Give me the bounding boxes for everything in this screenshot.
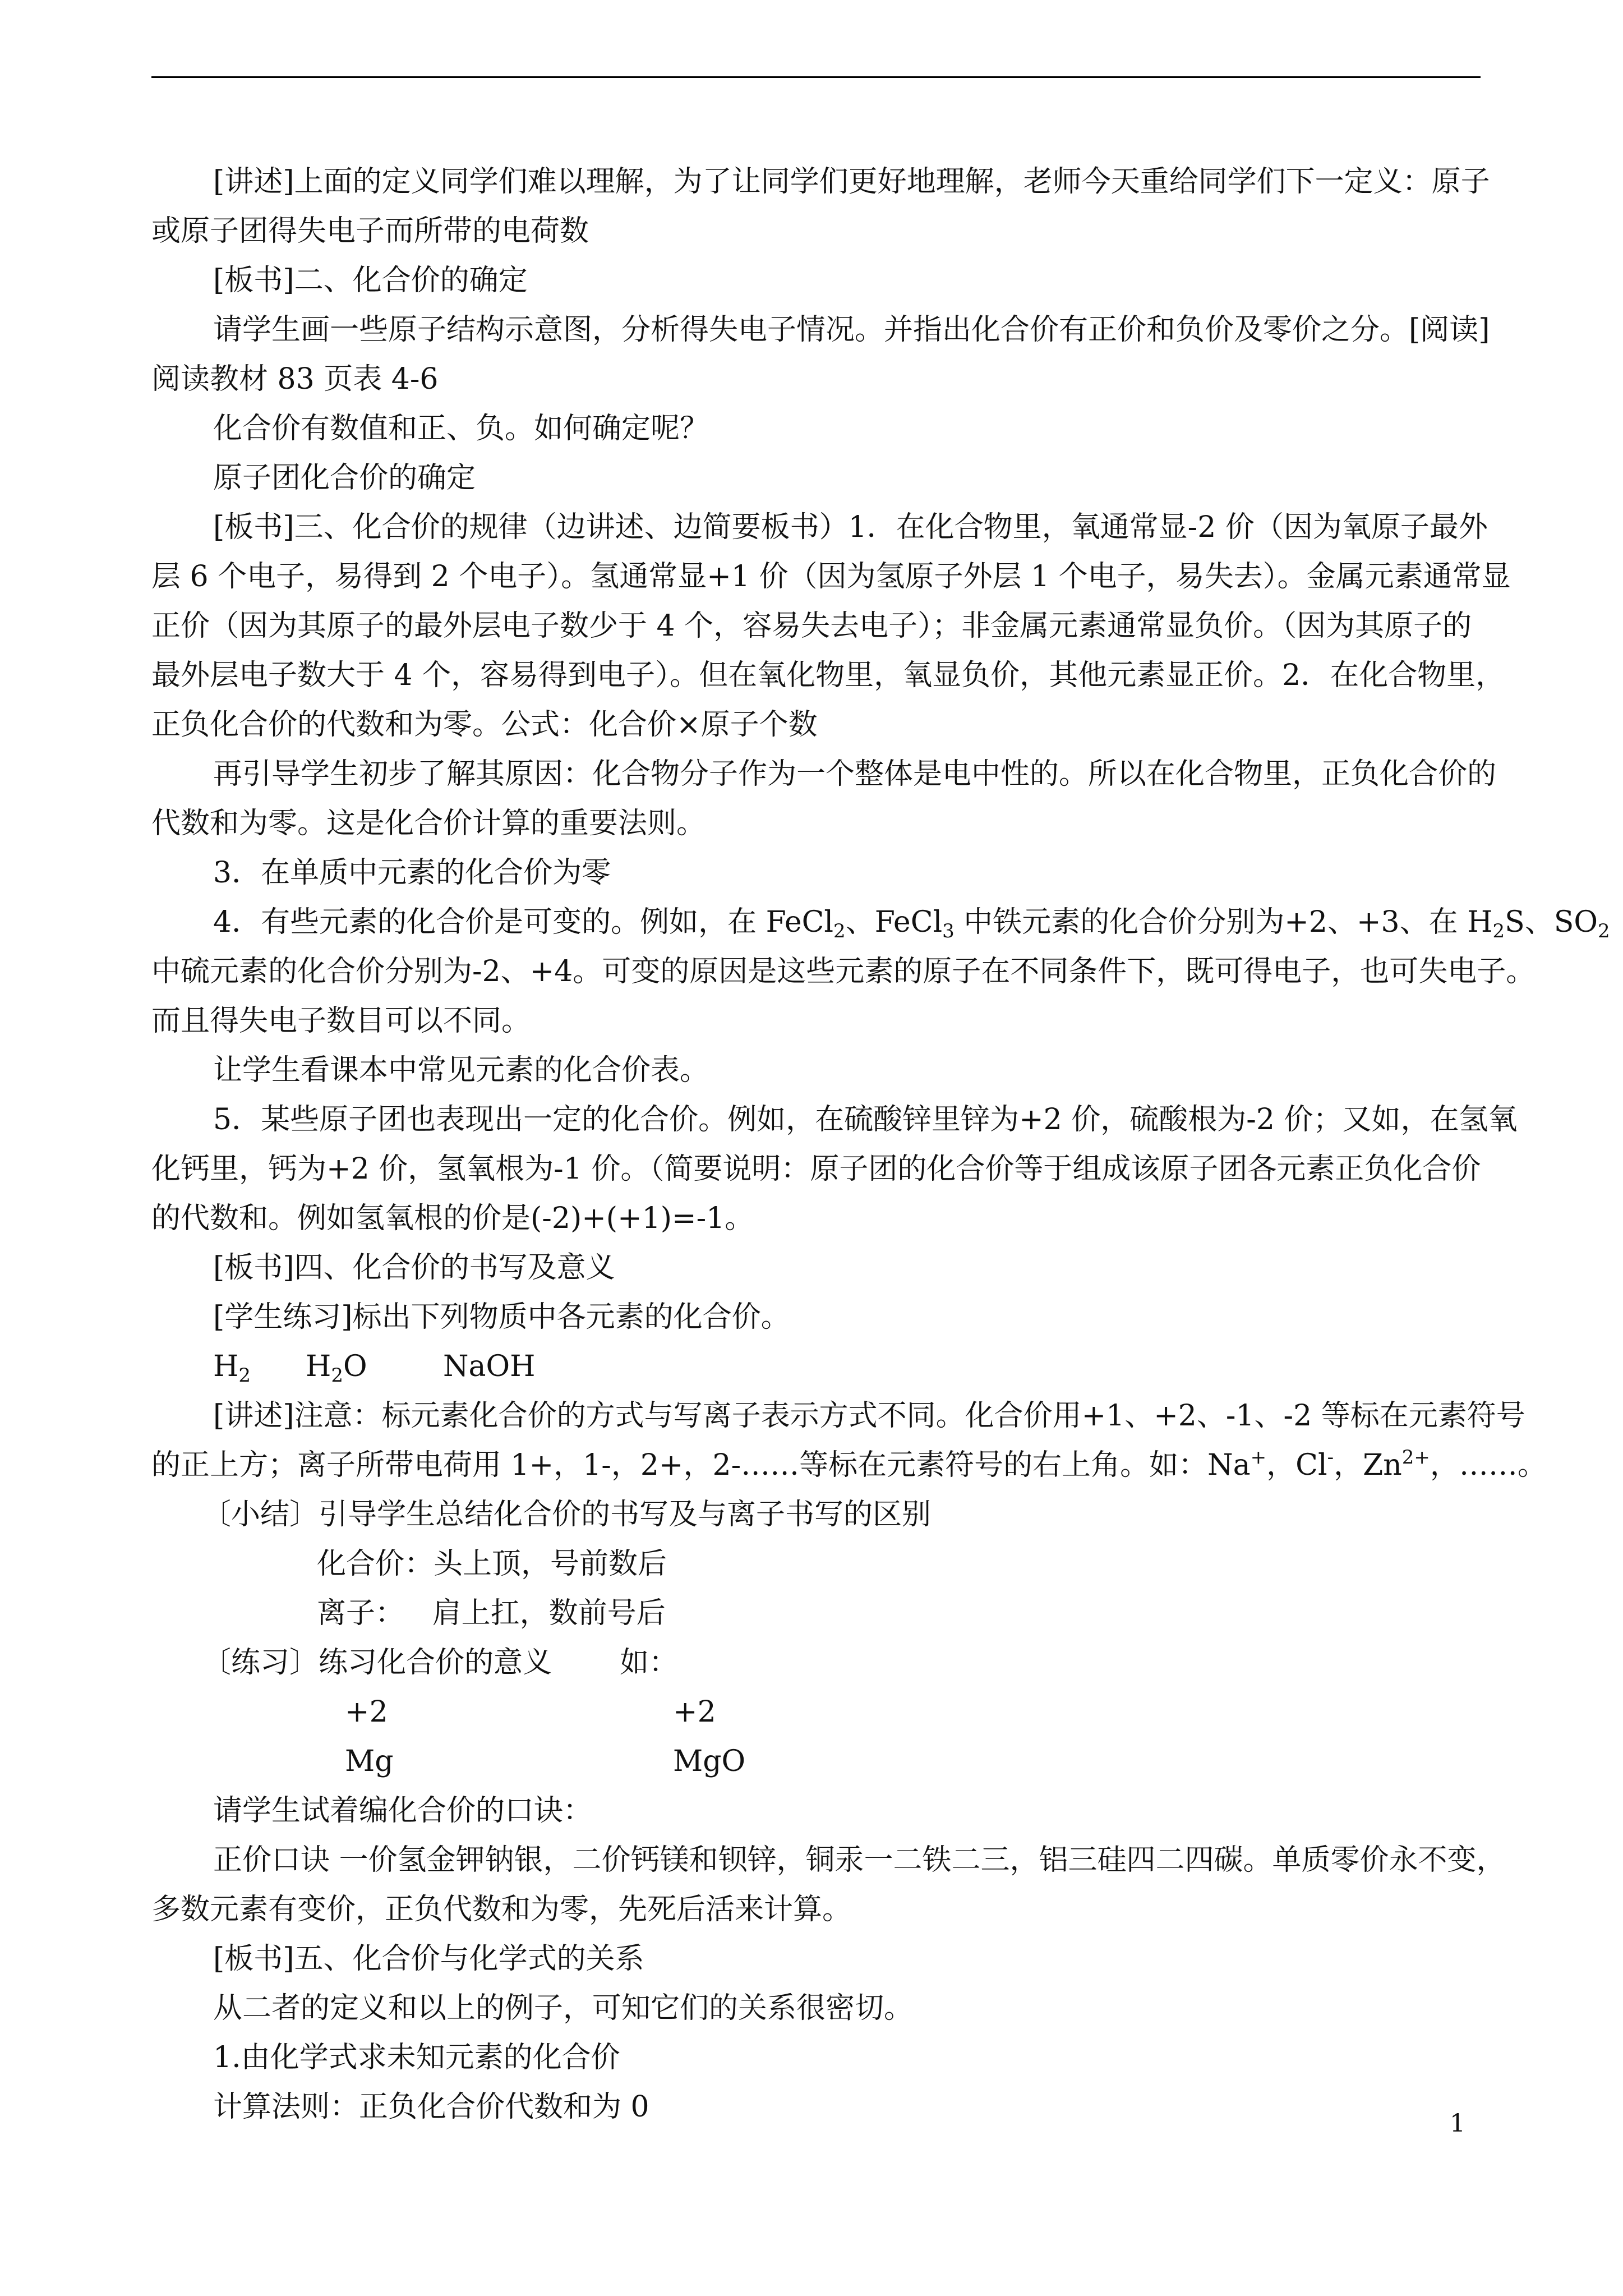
text-line: 化钙里，钙为+2 价，氢氧根为-1 价。（简要说明：原子团的化合价等于组成该原子团各元素正负化合价: [151, 1152, 1481, 1186]
valence-mark-mgo: +2: [673, 1695, 716, 1729]
text-line: 的代数和。例如氢氧根的价是(-2)+(+1)=-1。: [151, 1202, 754, 1235]
text-line: [学生练习]标出下列物质中各元素的化合价。: [213, 1300, 790, 1334]
formula-h2o: $H_2O$: [306, 1350, 367, 1387]
practice-title: 〔练习〕练习化合价的意义: [202, 1646, 552, 1680]
header-rule: [151, 76, 1481, 78]
summary-valence-rule: 化合价：头上顶，号前数后: [317, 1547, 667, 1581]
text-line: 让学生看课本中常见元素的化合价表。: [213, 1053, 709, 1087]
text-line: 中硫元素的化合价分别为-2、+4。可变的原因是这些元素的原子在不同条件下，既可得电子，也可失电子。: [151, 955, 1536, 988]
formula-h2: $H_2$: [213, 1350, 251, 1387]
summary-ion-rule: 离子： 肩上扛，数前号后: [317, 1596, 666, 1630]
text-line: 正负化合价的代数和为零。公式：化合价×原子个数: [151, 708, 818, 742]
text-line: [讲述]注意：标元素化合价的方式与写离子表示方式不同。化合价用+1、+2、-1、-2 等标在元素符号: [213, 1399, 1525, 1433]
text-line: 5．某些原子团也表现出一定的化合价。例如，在硫酸锌里锌为+2 价，硫酸根为-2 价；又如，在氢氧: [213, 1103, 1518, 1137]
text-line: [板书]三、化合价的规律（边讲述、边简要板书）1．在化合物里，氧通常显-2 价（因为氧原子最外: [213, 510, 1488, 544]
element-mg: Mg: [345, 1745, 394, 1778]
text-line-ion-charges: 的正上方；离子所带电荷用 1+，1-，2+，2-……等标在元素符号的右上角。如：Na+，Cl-，$Zn^{2+}$，……。: [151, 1446, 1547, 1482]
text-line: 请学生画一些原子结构示意图，分析得失电子情况。并指出化合价有正价和负价及零价之分。[阅读]: [213, 313, 1490, 347]
text-line: [板书]二、化合价的确定: [213, 264, 528, 297]
text-line-variable-valence: 4．有些元素的化合价是可变的。例如，在 FeCl$_2$、FeCl$_3$ 中铁元素的化合价分别为+2、+3、在 $H_2S$、$SO_2$: [213, 905, 1610, 942]
practice-example-label: 如：: [620, 1646, 679, 1680]
text-line: 而且得失电子数目可以不同。: [151, 1004, 531, 1038]
text-line: 层 6 个电子，易得到 2 个电子）。氢通常显+1 价（因为氢原子外层 1 个电子，易失去）。金属元素通常显: [151, 560, 1511, 593]
text-line: 正价口诀 一价氢金钾钠银，二价钙镁和钡锌，铜汞一二铁二三，铝三硅四二四碳。单质零价永不变，: [213, 1843, 1506, 1877]
text-line: 计算法则：正负化合价代数和为 0: [213, 2090, 649, 2124]
text-line: 阅读教材 83 页表 4-6: [151, 362, 439, 396]
formula-naoh: NaOH: [443, 1350, 536, 1383]
text-line: [板书]五、化合价与化学式的关系: [213, 1942, 644, 1976]
text-line: 化合价有数值和正、负。如何确定呢？: [213, 412, 709, 445]
compound-mgo: MgO: [673, 1745, 746, 1778]
text-line: 多数元素有变价，正负代数和为零，先死后活来计算。: [151, 1893, 852, 1926]
text-line: 1.由化学式求未知元素的化合价: [213, 2041, 620, 2074]
text-line: 原子团化合价的确定: [213, 461, 476, 495]
summary-title: 〔小结〕引导学生总结化合价的书写及与离子书写的区别: [202, 1498, 932, 1531]
text-line: 请学生试着编化合价的口诀：: [213, 1794, 593, 1828]
text-line: 或原子团得失电子而所带的电荷数: [151, 214, 589, 248]
text-line: 最外层电子数大于 4 个，容易得到电子）。但在氧化物里，氧显负价，其他元素显正价。2．在化合物里，: [151, 659, 1505, 692]
text-line: [讲述]上面的定义同学们难以理解，为了让同学们更好地理解，老师今天重给同学们下一定义：原子: [213, 165, 1490, 199]
valence-mark-mg: +2: [345, 1695, 388, 1729]
text-line: 正价（因为其原子的最外层电子数少于 4 个，容易失去电子）；非金属元素通常显负价。（因为其原子的: [151, 609, 1472, 643]
text-line: 从二者的定义和以上的例子，可知它们的关系很密切。: [213, 1991, 914, 2025]
text-line: 代数和为零。这是化合价计算的重要法则。: [151, 807, 706, 840]
text-line: 再引导学生初步了解其原因：化合物分子作为一个整体是电中性的。所以在化合物里，正负化合价的: [213, 757, 1497, 791]
text-line: 3．在单质中元素的化合价为零: [213, 856, 611, 890]
text-line: [板书]四、化合价的书写及意义: [213, 1251, 615, 1285]
page-number: 1: [1450, 2109, 1465, 2138]
